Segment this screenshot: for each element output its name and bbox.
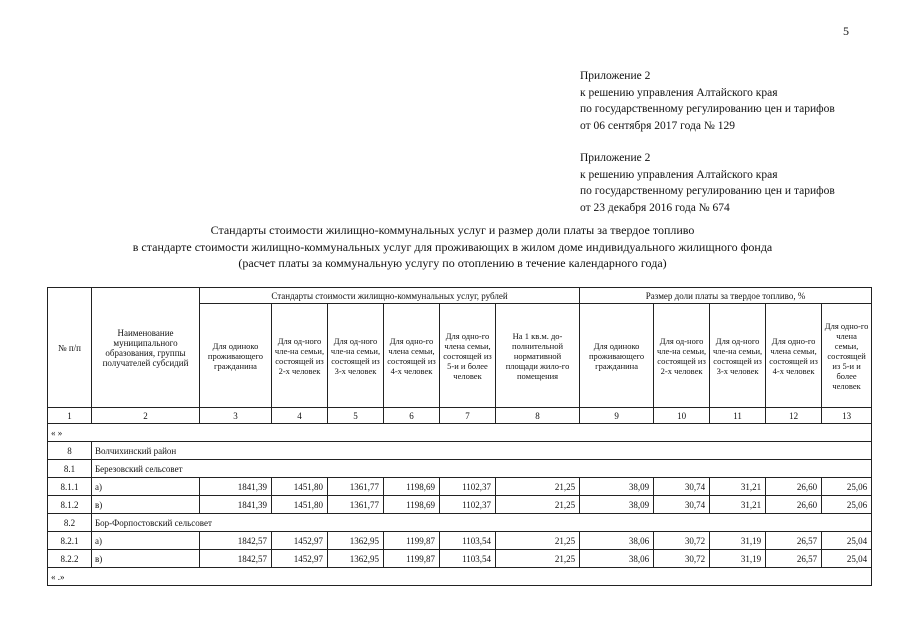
value-cell: 1841,39 (200, 496, 272, 514)
row-number: 8.2 (48, 514, 92, 532)
settlement-row (48, 514, 872, 532)
value-cell: 25,06 (822, 496, 872, 514)
column-number: 7 (440, 408, 496, 424)
document-title (0, 222, 905, 272)
row-number: 8 (48, 442, 92, 460)
row-number: 8.2.2 (48, 550, 92, 568)
table-row (48, 532, 872, 550)
column-number: 1 (48, 408, 92, 424)
district-row (48, 442, 872, 460)
col-header: Для од-ного чле-на семьи, состоящей из 2-х человек (272, 304, 328, 408)
value-cell: 38,06 (580, 550, 654, 568)
col-header-no: № п/п (48, 288, 92, 408)
row-number: 8.1.1 (48, 478, 92, 496)
value-cell: 1103,54 (440, 532, 496, 550)
value-cell: 26,60 (766, 496, 822, 514)
row-number: 8.1.2 (48, 496, 92, 514)
column-number: 3 (200, 408, 272, 424)
column-number: 8 (496, 408, 580, 424)
recipient-group: а) (92, 532, 200, 550)
quote-open-row (48, 424, 872, 442)
col-header: Для од-ного чле-на семьи, состоящей из 2-х человек (654, 304, 710, 408)
value-cell: 25,04 (822, 550, 872, 568)
value-cell: 1102,37 (440, 496, 496, 514)
appendix-note-current (580, 68, 835, 134)
col-header: Для одно-го члена семьи, состоящей из 4-х человек (766, 304, 822, 408)
column-number: 5 (328, 408, 384, 424)
value-cell: 31,21 (710, 478, 766, 496)
value-cell: 1842,57 (200, 532, 272, 550)
title-line: Стандарты стоимости жилищно-коммунальных услуг и размер доли платы за твердое топливо (210, 223, 695, 237)
column-number: 10 (654, 408, 710, 424)
value-cell: 31,19 (710, 532, 766, 550)
col-header: Для одиноко проживающего гражданина (200, 304, 272, 408)
appendix-line: к решению управления Алтайского края (580, 86, 778, 99)
value-cell: 30,72 (654, 532, 710, 550)
col-header: Для одиноко проживающего гражданина (580, 304, 654, 408)
value-cell: 1451,80 (272, 478, 328, 496)
value-cell: 30,74 (654, 478, 710, 496)
value-cell: 25,06 (822, 478, 872, 496)
column-number-row (48, 408, 872, 424)
appendix-line: по государственному регулированию цен и тарифов (580, 103, 835, 115)
column-number: 11 (710, 408, 766, 424)
appendix-line: по государственному регулированию цен и тарифов (580, 185, 835, 197)
tariff-table (47, 287, 872, 586)
value-cell: 31,19 (710, 550, 766, 568)
value-cell: 26,57 (766, 550, 822, 568)
col-header: Для одно-го члена семьи, состоящей из 5-и и более человек (440, 304, 496, 408)
column-number: 13 (822, 408, 872, 424)
recipient-group: в) (92, 496, 200, 514)
col-header: На 1 кв.м. до-полнительной нормативной площади жило-го помещения (496, 304, 580, 408)
row-number: 8.2.1 (48, 532, 92, 550)
col-header-name: Наименование муниципального образования, группы получателей субсидий (92, 288, 200, 408)
value-cell: 1842,57 (200, 550, 272, 568)
value-cell: 1102,37 (440, 478, 496, 496)
value-cell: 21,25 (496, 550, 580, 568)
column-number: 9 (580, 408, 654, 424)
value-cell: 1841,39 (200, 478, 272, 496)
value-cell: 38,06 (580, 532, 654, 550)
district-name: Волчихинский район (92, 442, 872, 460)
title-line: (расчет платы за коммунальную услугу по отоплению в течение календарного года) (238, 256, 667, 270)
group-header-fuel-share: Размер доли платы за твердое топливо, % (580, 288, 872, 304)
column-number: 4 (272, 408, 328, 424)
value-cell: 1361,77 (328, 496, 384, 514)
value-cell: 1198,69 (384, 496, 440, 514)
value-cell: 21,25 (496, 478, 580, 496)
title-line: в стандарте стоимости жилищно-коммунальных услуг для проживающих в жилом доме индивидуального жилищного фонда (132, 239, 773, 254)
value-cell: 1452,97 (272, 550, 328, 568)
quote-close-row (48, 568, 872, 586)
value-cell: 1362,95 (328, 550, 384, 568)
column-number: 12 (766, 408, 822, 424)
quote-open: « » (48, 424, 872, 442)
table-row (48, 496, 872, 514)
column-number: 6 (384, 408, 440, 424)
appendix-line: от 23 декабря 2016 года № 674 (580, 201, 730, 214)
value-cell: 21,25 (496, 496, 580, 514)
value-cell: 25,04 (822, 532, 872, 550)
settlement-name: Бор-Форпостовский сельсовет (92, 514, 872, 532)
appendix-line: к решению управления Алтайского края (580, 168, 778, 181)
value-cell: 38,09 (580, 496, 654, 514)
appendix-line: от 06 сентября 2017 года № 129 (580, 119, 735, 132)
value-cell: 31,21 (710, 496, 766, 514)
quote-close: « .» (48, 568, 872, 586)
recipient-group: в) (92, 550, 200, 568)
col-header: Для одно-го члена семьи, состоящей из 5-и и более человек (822, 304, 872, 408)
appendix-line: Приложение 2 (580, 70, 651, 82)
value-cell: 1199,87 (384, 532, 440, 550)
appendix-line: Приложение 2 (580, 152, 651, 164)
recipient-group: а) (92, 478, 200, 496)
settlement-row (48, 460, 872, 478)
value-cell: 1451,80 (272, 496, 328, 514)
value-cell: 26,60 (766, 478, 822, 496)
value-cell: 30,72 (654, 550, 710, 568)
col-header: Для од-ного чле-на семьи, состоящей из 3-х человек (710, 304, 766, 408)
value-cell: 1198,69 (384, 478, 440, 496)
header-group-row (48, 288, 872, 304)
value-cell: 21,25 (496, 532, 580, 550)
value-cell: 1103,54 (440, 550, 496, 568)
value-cell: 1452,97 (272, 532, 328, 550)
group-header-standards: Стандарты стоимости жилищно-коммунальных услуг, рублей (200, 288, 580, 304)
column-number: 2 (92, 408, 200, 424)
value-cell: 30,74 (654, 496, 710, 514)
value-cell: 1361,77 (328, 478, 384, 496)
appendix-note-previous (580, 150, 835, 216)
value-cell: 1199,87 (384, 550, 440, 568)
settlement-name: Березовский сельсовет (92, 460, 872, 478)
value-cell: 1362,95 (328, 532, 384, 550)
row-number: 8.1 (48, 460, 92, 478)
value-cell: 26,57 (766, 532, 822, 550)
col-header: Для од-ного чле-на семьи, состоящей из 3-х человек (328, 304, 384, 408)
col-header: Для одно-го члена семьи, состоящей из 4-х человек (384, 304, 440, 408)
table-row (48, 550, 872, 568)
table-row (48, 478, 872, 496)
value-cell: 38,09 (580, 478, 654, 496)
page-number: 5 (843, 24, 849, 38)
